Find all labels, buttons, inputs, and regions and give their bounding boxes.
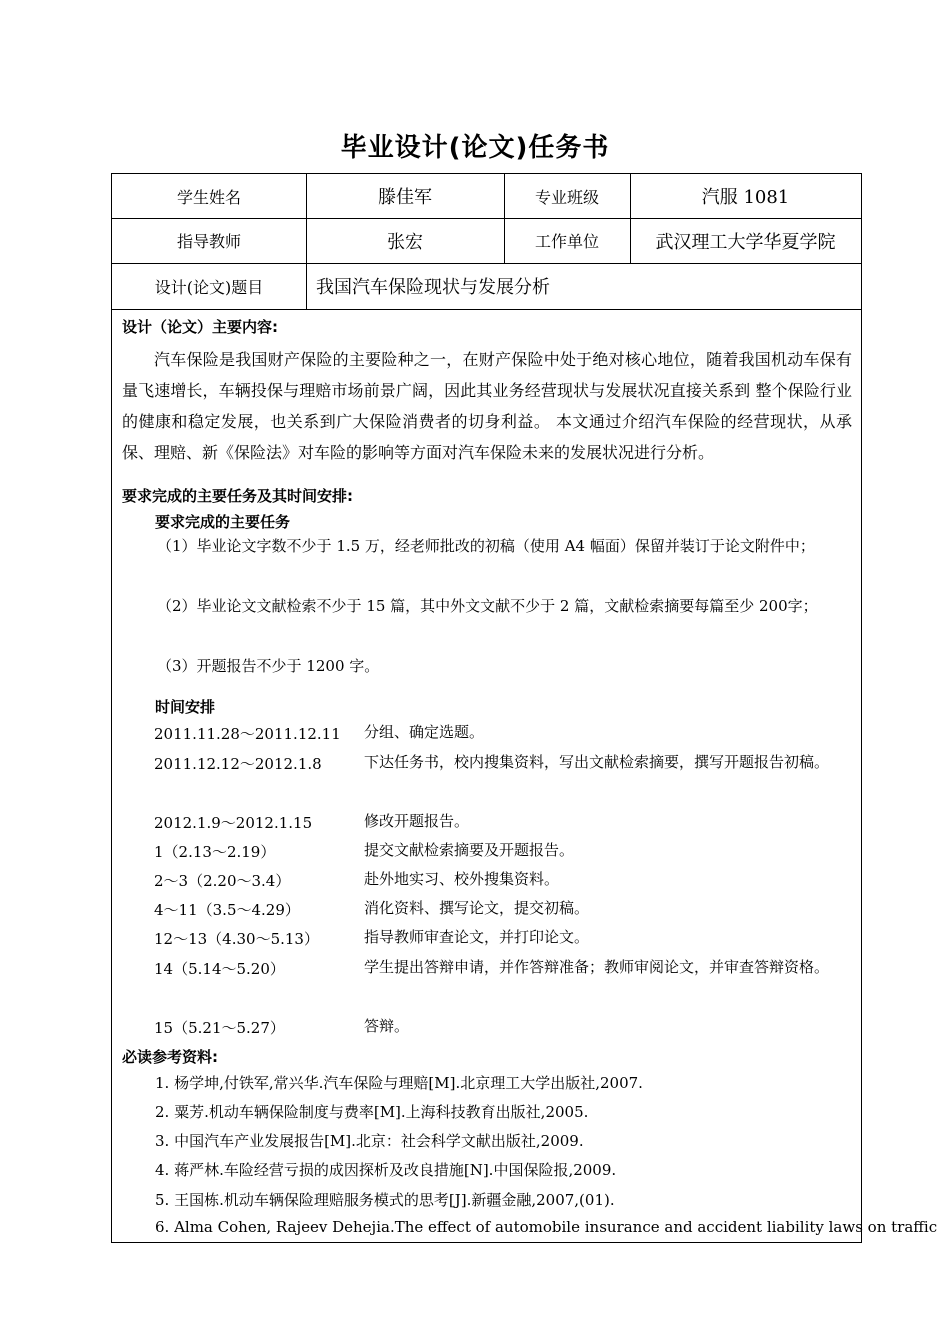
content-body: 汽车保险是我国财产保险的主要险种之一，在财产保险中处于绝对核心地位，随着我国机动车保有量飞速增长，车辆投保与理赔市场前景广阔，因此其业务经营现状与发展状况直接关系到 整个保险行业的健康和稳定发展，也关系到广大保险消费者的切身利益。 本文通过介绍汽车保险的经营现状，从承保、理赔、新《保险法》对车险的影响等方面对汽车保险未来的发展状况进行分析。: [122, 350, 852, 462]
reference-item: 2. 粟芳.机动车辆保险制度与费率[M].上海科技教育出版社,2005.: [155, 1103, 589, 1121]
reference-item: 5. 王国栋.机动车辆保险理赔服务模式的思考[J].新疆金融,2007,(01).: [155, 1191, 615, 1209]
schedule-desc: 学生提出答辩申请，并作答辩准备；教师审阅论文，并审查答辩资格。: [364, 958, 830, 976]
schedule-date: 12～13（4.30～5.13）: [154, 930, 319, 948]
advisor-value: 张宏: [387, 231, 423, 253]
reference-item: 6. Alma Cohen, Rajeev Dehejia.The effect of automobile insurance and accident liability laws on traffic: [155, 1218, 938, 1236]
page-title: 毕业设计(论文)任务书: [340, 133, 610, 163]
references-heading: 必读参考资料:: [122, 1048, 218, 1066]
major-class-value: 汽服 1081: [701, 187, 790, 208]
work-unit-label: 工作单位: [534, 232, 599, 251]
reference-item: 3. 中国汽车产业发展报告[M].北京：社会科学文献出版社,2009.: [155, 1132, 584, 1150]
major-class-label: 专业班级: [534, 187, 599, 207]
schedule-date: 2011.11.28～2011.12.11: [154, 725, 341, 743]
task-item: （3）开题报告不少于 1200 字。: [157, 657, 380, 675]
task-form-table: [111, 173, 938, 1243]
schedule-desc: 答辩。: [364, 1017, 410, 1035]
schedule-date: 14（5.14～5.20）: [154, 960, 285, 978]
work-unit-value: 武汉理工大学华夏学院: [655, 231, 836, 253]
schedule-desc: 分组、确定选题。: [364, 723, 485, 741]
schedule-desc: 指导教师审查论文，并打印论文。: [364, 928, 590, 946]
advisor-label: 指导教师: [176, 232, 241, 251]
schedule-date: 15（5.21～5.27）: [154, 1019, 285, 1037]
task-item: （2）毕业论文文献检索不少于 15 篇，其中外文文献不少于 2 篇，文献检索摘要每篇至少 200字；: [157, 597, 818, 615]
student-name-value: 滕佳军: [378, 187, 432, 208]
schedule-desc: 赴外地实习、校外搜集资料。: [364, 870, 560, 888]
schedule-desc: 下达任务书，校内搜集资料，写出文献检索摘要，撰写开题报告初稿。: [364, 753, 830, 771]
topic-value: 我国汽车保险现状与发展分析: [316, 277, 550, 298]
task-item: （1）毕业论文字数不少于 1.5 万，经老师批改的初稿（使用 A4 幅面）保留并装订于论文附件中；: [157, 537, 815, 555]
schedule-desc: 提交文献检索摘要及开题报告。: [364, 841, 575, 859]
tasks-subheading: 要求完成的主要任务: [155, 513, 291, 531]
schedule-date: 2011.12.12～2012.1.8: [154, 755, 322, 773]
schedule-desc: 消化资料、撰写论文，提交初稿。: [364, 899, 590, 917]
schedule-desc: 修改开题报告。: [364, 812, 470, 830]
row-divider: [112, 309, 861, 310]
schedule-date: 1（2.13～2.19）: [154, 843, 276, 861]
requirements-heading: 要求完成的主要任务及其时间安排:: [122, 487, 354, 505]
schedule-heading: 时间安排: [155, 698, 216, 716]
schedule-date: 2012.1.9～2012.1.15: [154, 814, 313, 832]
schedule-date: 2～3（2.20～3.4）: [154, 872, 291, 890]
reference-item: 1. 杨学坤,付铁军,常兴华.汽车保险与理赔[M].北京理工大学出版社,2007.: [155, 1074, 643, 1092]
schedule-date: 4～11（3.5～4.29）: [154, 901, 300, 919]
topic-label: 设计(论文)题目: [154, 277, 264, 297]
content-heading: 设计（论文）主要内容:: [122, 318, 278, 336]
reference-item: 4. 蒋严林.车险经营亏损的成因探析及改良措施[N].中国保险报,2009.: [155, 1161, 617, 1179]
student-name-label: 学生姓名: [176, 187, 241, 207]
